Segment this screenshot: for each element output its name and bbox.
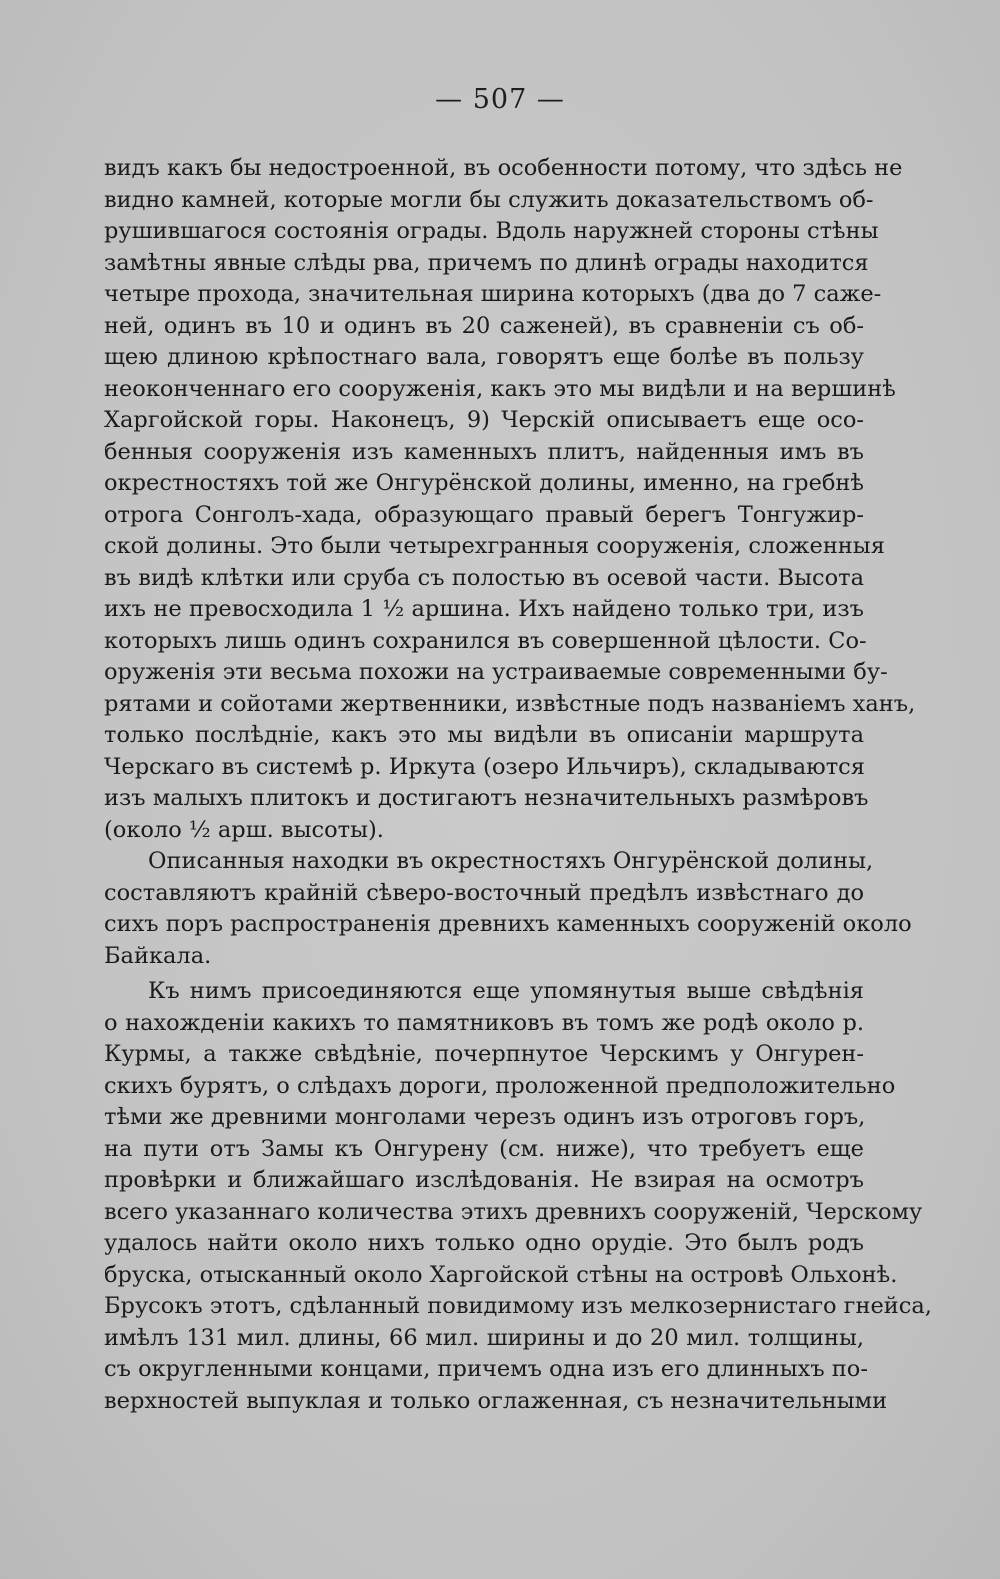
text-line: рятами и сойотами жертвенники, извѣстные подъ названіемъ ханъ, [104, 690, 916, 717]
text-line: удалось найти около нихъ только одно орудіе. Это былъ родъ [104, 1230, 864, 1256]
text-line: на пути отъ Замы къ Онгурену (см. ниже), что требуетъ еще [104, 1135, 864, 1162]
text-line: которыхъ лишь одинъ сохранился въ совершенной цѣлости. Со- [104, 627, 867, 654]
text-line: Байкала. [104, 942, 212, 969]
text-line: бруска, отысканный около Харгойской стѣны на островѣ Ольхонѣ. [104, 1261, 898, 1288]
text-line: видъ какъ бы недостроенной, въ особенности потому, что здѣсь не [104, 155, 903, 181]
text-line: видно камней, которые могли бы служить доказательствомъ об- [104, 186, 874, 213]
text-line: Къ нимъ присоединяются еще упомянутыя выше свѣдѣнія [148, 978, 864, 1004]
body-text [104, 153, 932, 1417]
text-line: сихъ поръ распространенія древнихъ каменныхъ сооруженій около [104, 911, 912, 937]
text-line: (около ½ арш. высоты). [104, 816, 384, 843]
text-line: четыре прохода, значительная ширина которыхъ (два до 7 саже- [104, 281, 882, 307]
text-line: въ видѣ клѣтки или сруба съ полостью въ осевой части. Высота [104, 564, 864, 591]
text-line: о нахожденіи какихъ то памятниковъ въ томъ же родѣ около р. [104, 1009, 864, 1036]
text-line: щею длиною крѣпостнаго вала, говорятъ еще болѣе въ пользу [104, 344, 864, 370]
text-line: составляютъ крайній сѣверо-восточный предѣлъ извѣстнаго до [104, 879, 864, 906]
text-line: тѣми же древними монголами черезъ одинъ изъ отроговъ горъ, [104, 1104, 866, 1130]
text-line: провѣрки и ближайшаго изслѣдованія. Не взирая на осмотръ [104, 1167, 864, 1193]
text-line: бенныя сооруженія изъ каменныхъ плитъ, найденныя имъ въ [104, 438, 864, 465]
text-line: отрога Сонголъ-хада, образующаго правый берегъ Тонгужир- [104, 501, 864, 528]
paragraph-3 [104, 976, 932, 1417]
text-line: Описанныя находки въ окрестностяхъ Онгурёнской долины, [148, 848, 874, 874]
paragraph-1 [104, 153, 916, 846]
text-line: ней, одинъ въ 10 и одинъ въ 20 саженей), въ сравненіи съ об- [104, 312, 864, 339]
text-line: всего указаннаго количества этихъ древнихъ сооруженій, Черскому [104, 1198, 923, 1225]
paragraph-2 [104, 846, 912, 972]
text-line: скихъ бурятъ, о слѣдахъ дороги, проложенной предположительно [104, 1072, 896, 1099]
text-line: Курмы, а также свѣдѣніе, почерпнутое Черскимъ у Онгурен- [104, 1041, 864, 1067]
text-line: неоконченнаго его сооруженія, какъ это мы видѣли и на вершинѣ [104, 375, 896, 402]
text-line: съ округленными концами, причемъ одна изъ его длинныхъ по- [104, 1356, 868, 1382]
text-line: рушившагося состоянія ограды. Вдоль наружней стороны стѣны [104, 218, 879, 244]
text-line: ской долины. Это были четырехгранныя сооруженія, сложенныя [104, 533, 885, 559]
text-line: окрестностяхъ той же Онгурёнской долины, именно, на гребнѣ [104, 470, 864, 496]
text-line: оруженія эти весьма похожи на устраиваемые современными бу- [104, 659, 888, 685]
text-line: замѣтны явные слѣды рва, причемъ по длинѣ ограды находится [104, 249, 869, 276]
text-line: верхностей выпуклая и только оглаженная, съ незначительными [104, 1387, 888, 1414]
text-line: ихъ не превосходила 1 ½ аршина. Ихъ найдено только три, изъ [104, 596, 864, 622]
text-line: Черскаго въ системѣ р. Иркута (озеро Ильчиръ), складываются [104, 753, 865, 780]
text-line: имѣлъ 131 мил. длины, 66 мил. ширины и до 20 мил. толщины, [104, 1324, 864, 1351]
text-line: только послѣдніе, какъ это мы видѣли въ описаніи маршрута [104, 722, 864, 748]
text-line: Брусокъ этотъ, сдѣланный повидимому изъ мелкозернистаго гнейса, [104, 1293, 932, 1319]
page-number: — 507 — [435, 84, 565, 115]
text-line: Харгойской горы. Наконецъ, 9) Черскій описываетъ еще осо- [104, 407, 864, 433]
text-line: изъ малыхъ плитокъ и достигаютъ незначительныхъ размѣровъ [104, 785, 869, 811]
